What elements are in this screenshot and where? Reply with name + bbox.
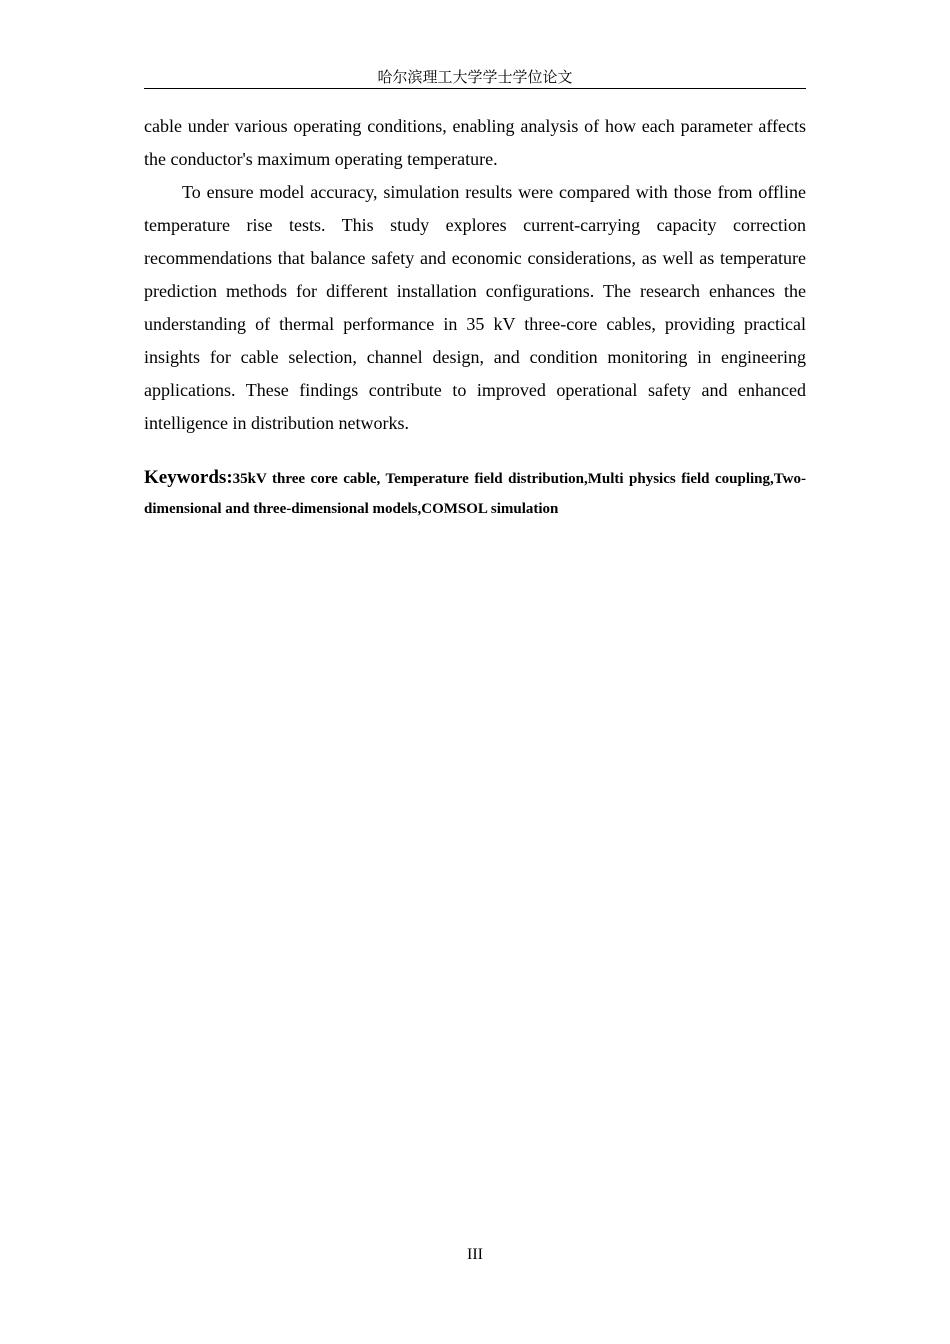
- abstract-paragraph: To ensure model accuracy, simulation results were compared with those from offline temperature rise tests. This study explores current-carrying capacity correction recommendations that balance safety and economic considerations, as well as temperature prediction methods for different installation configurations. The research enhances the understanding of thermal performance in 35 kV three-core cables, providing practical insights for cable selection, channel design, and condition monitoring in engineering applications. These findings contribute to improved operational safety and enhanced intelligence in distribution networks.: [144, 182, 806, 433]
- keywords-label: Keywords:: [144, 467, 233, 488]
- abstract-body: [144, 110, 806, 440]
- page-number: III: [467, 1246, 483, 1263]
- keywords-block: [144, 463, 806, 524]
- keywords-text: 35kV three core cable, Temperature field distribution,Multi physics field coupling,Two-dimensional and three-dimensional models,COMSOL simulation: [144, 471, 806, 517]
- running-header-title: 哈尔滨理工大学学士学位论文: [377, 68, 573, 86]
- abstract-paragraph-continued: cable under various operating conditions, enabling analysis of how each parameter affects the conductor's maximum operating temperature.: [144, 116, 806, 169]
- running-header: [144, 66, 806, 89]
